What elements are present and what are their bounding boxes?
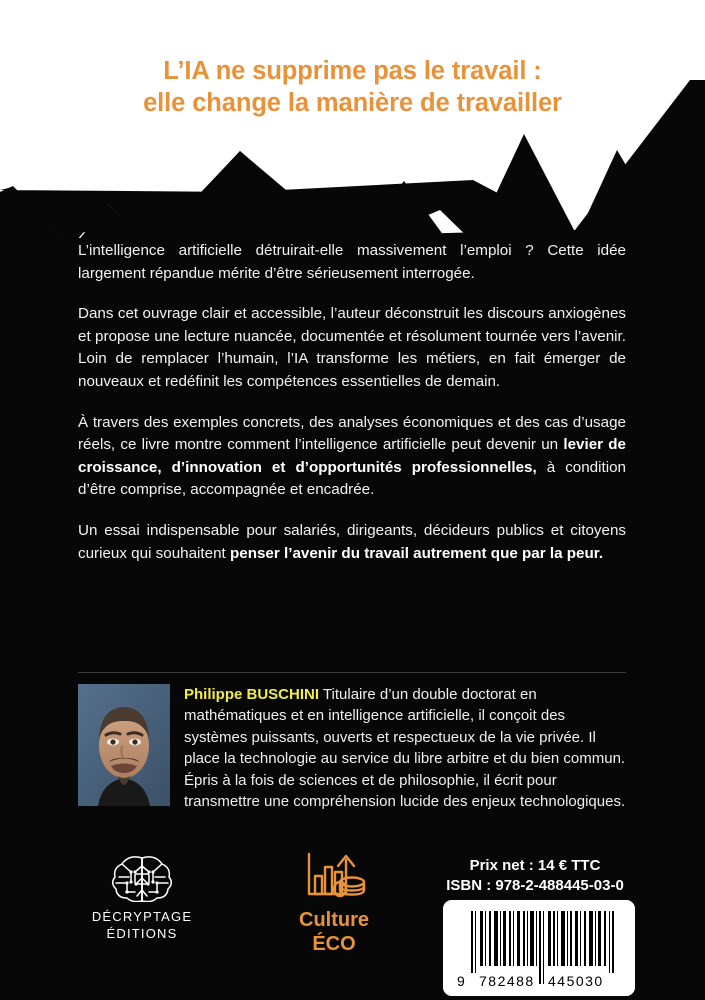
author-name: Philippe BUSCHINI xyxy=(184,686,320,703)
author-bio-text: Titulaire d’un double doctorat en mathématiques et en intelligence artificielle, il conçoit des systèmes puissants, ouverts et respectueux de la vie privée. Il place la technologie au service du libre arbitre et du bien commun. Épris à la fois de sciences et de philosophie, il écrit pour transmettre une compréhension lucide des enjeux technologiques. xyxy=(184,686,626,811)
collection-name-line-2: ÉCO xyxy=(312,933,356,955)
author-portrait-image xyxy=(78,684,170,806)
barcode-graphic xyxy=(443,900,635,996)
isbn-text: ISBN : 978-2-488445-03-0 xyxy=(446,877,624,894)
page-title xyxy=(0,55,705,119)
author-section-divider xyxy=(78,672,626,673)
collection-name-line-1: Culture xyxy=(299,909,369,931)
barcode-digit-group-2: 782488 xyxy=(479,973,535,989)
blurb-paragraph-4 xyxy=(78,520,626,565)
title-line-2: elle change la manière de travailler xyxy=(143,89,562,117)
price-isbn-block xyxy=(420,856,650,896)
barcode-digit-group-3: 445030 xyxy=(548,973,604,989)
blurb-p3-lead: À travers des exemples concrets, des analyses économiques et des cas d’usage réels, ce livre montre comment l’intelligence artificielle peut devenir un xyxy=(78,413,626,454)
barcode-digit-group-1: 9 xyxy=(457,973,465,989)
bar-chart-growth-coins-icon xyxy=(302,850,366,902)
blurb-paragraph-2: Dans cet ouvrage clair et accessible, l’auteur déconstruit les discours anxiogènes et propose une lecture nuancée, documentée et résolument tournée vers l’avenir. Loin de remplacer l’humain, l’IA transforme les métiers, en fait émerger de nouveaux et redéfinit les compétences essentielles de demain. xyxy=(78,305,626,390)
back-cover-blurb xyxy=(78,240,626,565)
author-biography xyxy=(184,684,626,812)
blurb-paragraph-3 xyxy=(78,412,626,502)
publisher-subtitle: ÉDITIONS xyxy=(106,926,178,941)
collection-logo xyxy=(268,850,400,956)
brain-circuit-icon xyxy=(111,852,173,902)
blurb-p4-lead: Un essai indispensable pour salariés, dirigeants, décideurs publics et citoyens curieux qui souhaitent xyxy=(78,521,626,562)
author-section xyxy=(78,684,626,812)
barcode xyxy=(443,900,635,996)
title-line-1: L’IA ne supprime pas le travail : xyxy=(163,57,542,85)
publisher-name: DÉCRYPTAGE xyxy=(91,909,193,924)
blurb-p3-tail: à condition d’être comprise, accompagnée et encadrée. xyxy=(78,458,626,499)
publisher-logo xyxy=(72,852,212,942)
footer-row xyxy=(0,846,705,1000)
blurb-paragraph-1: L’intelligence artificielle détruirait-elle massivement l’emploi ? Cette idée largement répandue mérite d’être sérieusement interrogée. xyxy=(78,242,626,282)
blurb-p3-emphasis: levier de croissance, d’innovation et d’opportunités professionnelles, xyxy=(78,436,627,476)
author-photo xyxy=(78,684,170,806)
blurb-p4-emphasis: penser l’avenir du travail autrement que par la peur. xyxy=(229,544,604,562)
price-text: Prix net : 14 € TTC xyxy=(469,857,601,874)
